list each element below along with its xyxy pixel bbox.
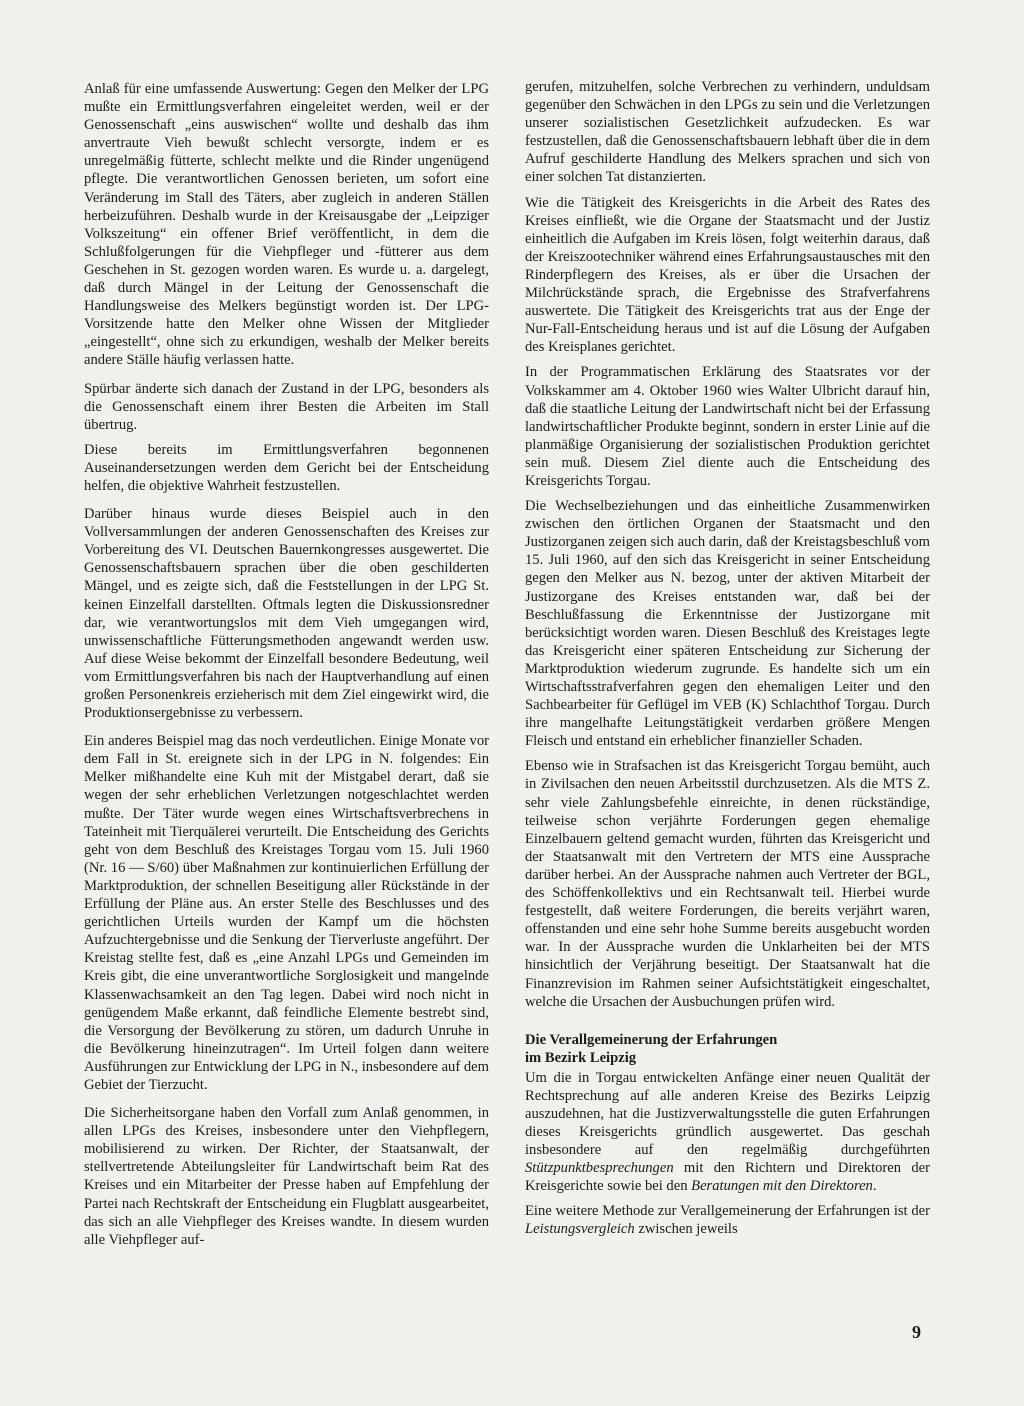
paragraph: Wie die Tätigkeit des Kreisgerichts in die Arbeit des Rates des Kreises einfließt, wie die Organe der Staatsmacht und der Justiz einheitlich die Aufgaben im Kreis lösen, folgt weiterhin daraus, daß der Kreiszootechniker während eines Erfahrungsaustausches mit den Rinderpflegern des Kreises, als er über die Ursachen der Milchrückstände sprach, die Ergebnisse des Strafverfahrens auswertete. Die Tätigkeit des Kreisgerichts trat aus der Enge der Nur-Fall-Entscheidung heraus und ist auf die Lösung der Aufgaben des Kreisplanes gerichtet. (525, 194, 930, 356)
text-run: Eine weitere Methode zur Verallgemeinerung der Erfahrungen ist der (525, 1203, 930, 1220)
text-run: zwischen jeweils (634, 1221, 738, 1238)
paragraph (525, 1202, 930, 1238)
emphasis: Leistungsvergleich (525, 1221, 635, 1238)
paragraph: Die Wechselbeziehungen und das einheitliche Zusammenwirken zwischen den örtlichen Organen der Staatsmacht und den Justizorganen zeigen sich auch darin, daß der Kreistagsbeschluß vom 15. Juli 1960, auf den sich das Kreisgericht in seiner Entscheidung gegen den Melker aus N. bezog, unter der aktiven Mitarbeit der Justizorgane des Kreises entstanden war, daß bei der Beschlußfassung die Erkenntnisse der Justizorgane mit berücksichtigt worden waren. Diesen Beschluß des Kreistages legte das Kreisgericht einer späteren Entscheidung zur Sicherung der Marktproduktion wiederum zugrunde. Es handelte sich um ein Wirtschaftsstrafverfahren gegen den ehemaligen Leiter und den Sachbearbeiter für Geflügel im VEB (K) Schlachthof Torgau. Durch ihre mangelhafte Leitungstätigkeit verdarben größere Mengen Fleisch und entstand ein erheblicher finanzieller Schaden. (525, 498, 930, 750)
text-run: Um die in Torgau entwickelten Anfänge einer neuen Qualität der Rechtsprechung auf alle anderen Kreise des Bezirks Leipzig auszudehnen, hat die Justizverwaltungsstelle die guten Erfahrungen dieses Kreisgerichts gründlich ausgewertet. Das geschah insbesondere auf den regelmäßig durchgeführten (525, 1069, 930, 1159)
paragraph: Diese bereits im Ermittlungsverfahren begonnenen Auseinandersetzungen werden dem Gericht bei der Entscheidung helfen, die objektive Wahrheit festzustellen. (84, 441, 489, 494)
text-run: . (872, 1178, 877, 1195)
text-run: mit den Richtern und Direktoren der Kreisgerichte sowie bei den (525, 1160, 930, 1195)
paragraph: gerufen, mitzuhelfen, solche Verbrechen zu verhindern, unduldsam gegenüber den Schwächen in den LPGs zu sein und die Verletzungen unserer sozialistischen Gesetzlichkeit aufzudecken. Es war festzustellen, daß die Genossenschaftsbauern lebhaft über die in dem Aufruf geschilderte Handlung des Melkers sprachen und sich von einer solchen Tat distanzierten. (525, 79, 930, 186)
section-heading-line: Die Verallgemeinerung der Erfahrungen (525, 1031, 778, 1048)
right-column (525, 78, 930, 1249)
paragraph: Spürbar änderte sich danach der Zustand in der LPG, besonders als die Genossenschaft einem ihrer Besten die Arbeiten im Stall übertrug. (84, 380, 489, 433)
emphasis: Beratungen mit den Direktoren (691, 1178, 873, 1195)
section-heading (525, 1031, 930, 1067)
paragraph: Darüber hinaus wurde dieses Beispiel auch in den Vollversammlungen der anderen Genossenschaften des Kreises zur Vorbereitung des VI. Deutschen Bauernkongresses ausgewertet. Die Genossenschaftsbauern sprachen über die oben geschilderten Mängel, und es zeigte sich, daß die Feststellungen in der LPG St. keinen Einzelfall darstellten. Oftmals legten die Diskussionsredner dar, wie verantwortungslos mit dem Vieh umgegangen wird, unwissenschaftliche Fütterungsmethoden angewandt werden usw. Auf diese Weise bekommt der Einzelfall besondere Bedeutung, weil vom Ermittlungsverfahren bis nach der Hauptverhandlung auf einen großen Personenkreis erzieherisch mit dem Ziel eingewirkt wird, die Produktionsergebnisse zu verbessern. (84, 506, 489, 722)
emphasis: Stützpunktbesprechungen (525, 1160, 674, 1177)
section-heading-line: im Bezirk Leipzig (525, 1049, 637, 1066)
paragraph: Anlaß für eine umfassende Auswertung: Gegen den Melker der LPG mußte ein Ermittlungsverfahren eingeleitet werden, weil er der Genossenschaft „eins auswischen“ wollte und deshalb das ihm anvertraute Vieh bewußt schlecht versorgte, indem er es unregelmäßig fütterte, schlecht melkte und die Rinder ungenügend pflegte. Die verantwortlichen Genossen berieten, um sofort eine Veränderung im Stall des Täters, aber zugleich in anderen Ställen herbeizuführen. Deshalb wurde in der Kreisausgabe der „Leipziger Volkszeitung“ ein offener Brief veröffentlicht, in dem die Schlußfolgerungen für die Viehpfleger und -fütterer aus dem Geschehen in St. gezogen worden waren. Es wurde u. a. dargelegt, daß durch Mängel in der Leitung der Genossenschaft die Handlungsweise des Melkers begünstigt worden ist. Der LPG-Vorsitzende hatte den Melker ohne Wissen der Mitglieder „eingestellt“, ohne sich zu erkundigen, weshalb der Melker bereits andere Ställe häufig verlassen hatte. (84, 81, 489, 369)
left-column (84, 80, 489, 1259)
paragraph (525, 1069, 930, 1196)
page-number: 9 (912, 1322, 921, 1342)
paragraph: Die Sicherheitsorgane haben den Vorfall zum Anlaß genommen, in allen LPGs des Kreises, insbesondere unter den Viehpflegern, mobilisierend zu wirken. Der Richter, der Staatsanwalt, der stellvertretende Abteilungsleiter für Landwirtschaft beim Rat des Kreises und ein Mitarbeiter der Presse haben auf Empfehlung der Partei nach Rechtskraft der Entscheidung ein Flugblatt ausgearbeitet, das sich an alle Viehpfleger des Kreises wandte. In diesem wurden alle Viehpfleger auf- (84, 1105, 489, 1248)
paragraph: Ein anderes Beispiel mag das noch verdeutlichen. Einige Monate vor dem Fall in St. ereignete sich in der LPG in N. folgendes: Ein Melker mißhandelte eine Kuh mit der Mistgabel derart, daß sie wegen der sehr erheblichen Verletzungen notgeschlachtet werden mußte. Der Täter wurde wegen eines Wirtschaftsverbrechens in Tateinheit mit Tierquälerei verurteilt. Die Entscheidung des Gerichts geht von dem Beschluß des Kreistages Torgau vom 15. Juli 1960 (Nr. 16 — S/60) über Maßnahmen zur kontinuierlichen Erfüllung der Marktproduktion, der schnellen Beseitigung aller Rückstände in der Erfüllung der Pläne aus. An erster Stelle des Beschlusses und des gerichtlichen Urteils wurden der Kampf um die höchsten Aufzuchtergebnisse und die Senkung der Tierverluste angeführt. Der Kreistag stellte fest, daß es „eine Anzahl LPGs und Gemeinden im Kreis gibt, die eine unverantwortliche Sorglosigkeit und mangelnde Klassenwachsamkeit an den Tag legen. Dabei wird noch nicht in genügendem Maße erkannt, daß feindliche Elemente bestrebt sind, die Versorgung der Bevölkerung zu stören, um dadurch Unruhe in die Bevölkerung hineinzutragen“. Im Urteil folgen dann weitere Ausführungen zur Entwicklung der LPG in N., insbesondere auf dem Gebiet der Tierzucht. (84, 733, 489, 1093)
paragraph: Ebenso wie in Strafsachen ist das Kreisgericht Torgau bemüht, auch in Zivilsachen den neuen Arbeitsstil durchzusetzen. Als die MTS Z. sehr viele Zahlungsbefehle einreichte, in denen rückständige, teilweise schon verjährte Forderungen gegen ehemalige Einzelbauern geltend gemacht wurden, führten das Kreisgericht und der Staatsanwalt mit den Vertretern der MTS eine Aussprache darüber herbei. An der Aussprache nahmen auch Vertreter der BGL, des Schöffenkollektivs und ein Rechtsanwalt teil. Hierbei wurde festgestellt, daß weitere Forderungen, die bereits verjährt waren, offenstanden und eine sehr hohe Summe bereits ausgebucht worden war. In der Aussprache wurden die Unklarheiten bei der MTS hinsichtlich der Verjährung beseitigt. Der Staatsanwalt hat die Finanzrevision im Rahmen seiner Aufsichtstätigkeit eingeschaltet, welche die Ursachen der Ausbuchungen prüfen wird. (525, 758, 930, 1010)
paragraph: In der Programmatischen Erklärung des Staatsrates vor der Volkskammer am 4. Oktober 1960 wies Walter Ulbricht darauf hin, daß die staatliche Leitung der Landwirtschaft nicht bei der Erfassung landwirtschaftlicher Produkte beginnt, sondern in erster Linie auf die planmäßige Organisierung der sozialistischen Produktion gerichtet sein muß. Diesem Ziel diente auch die Entscheidung des Kreisgerichts Torgau. (525, 364, 930, 489)
